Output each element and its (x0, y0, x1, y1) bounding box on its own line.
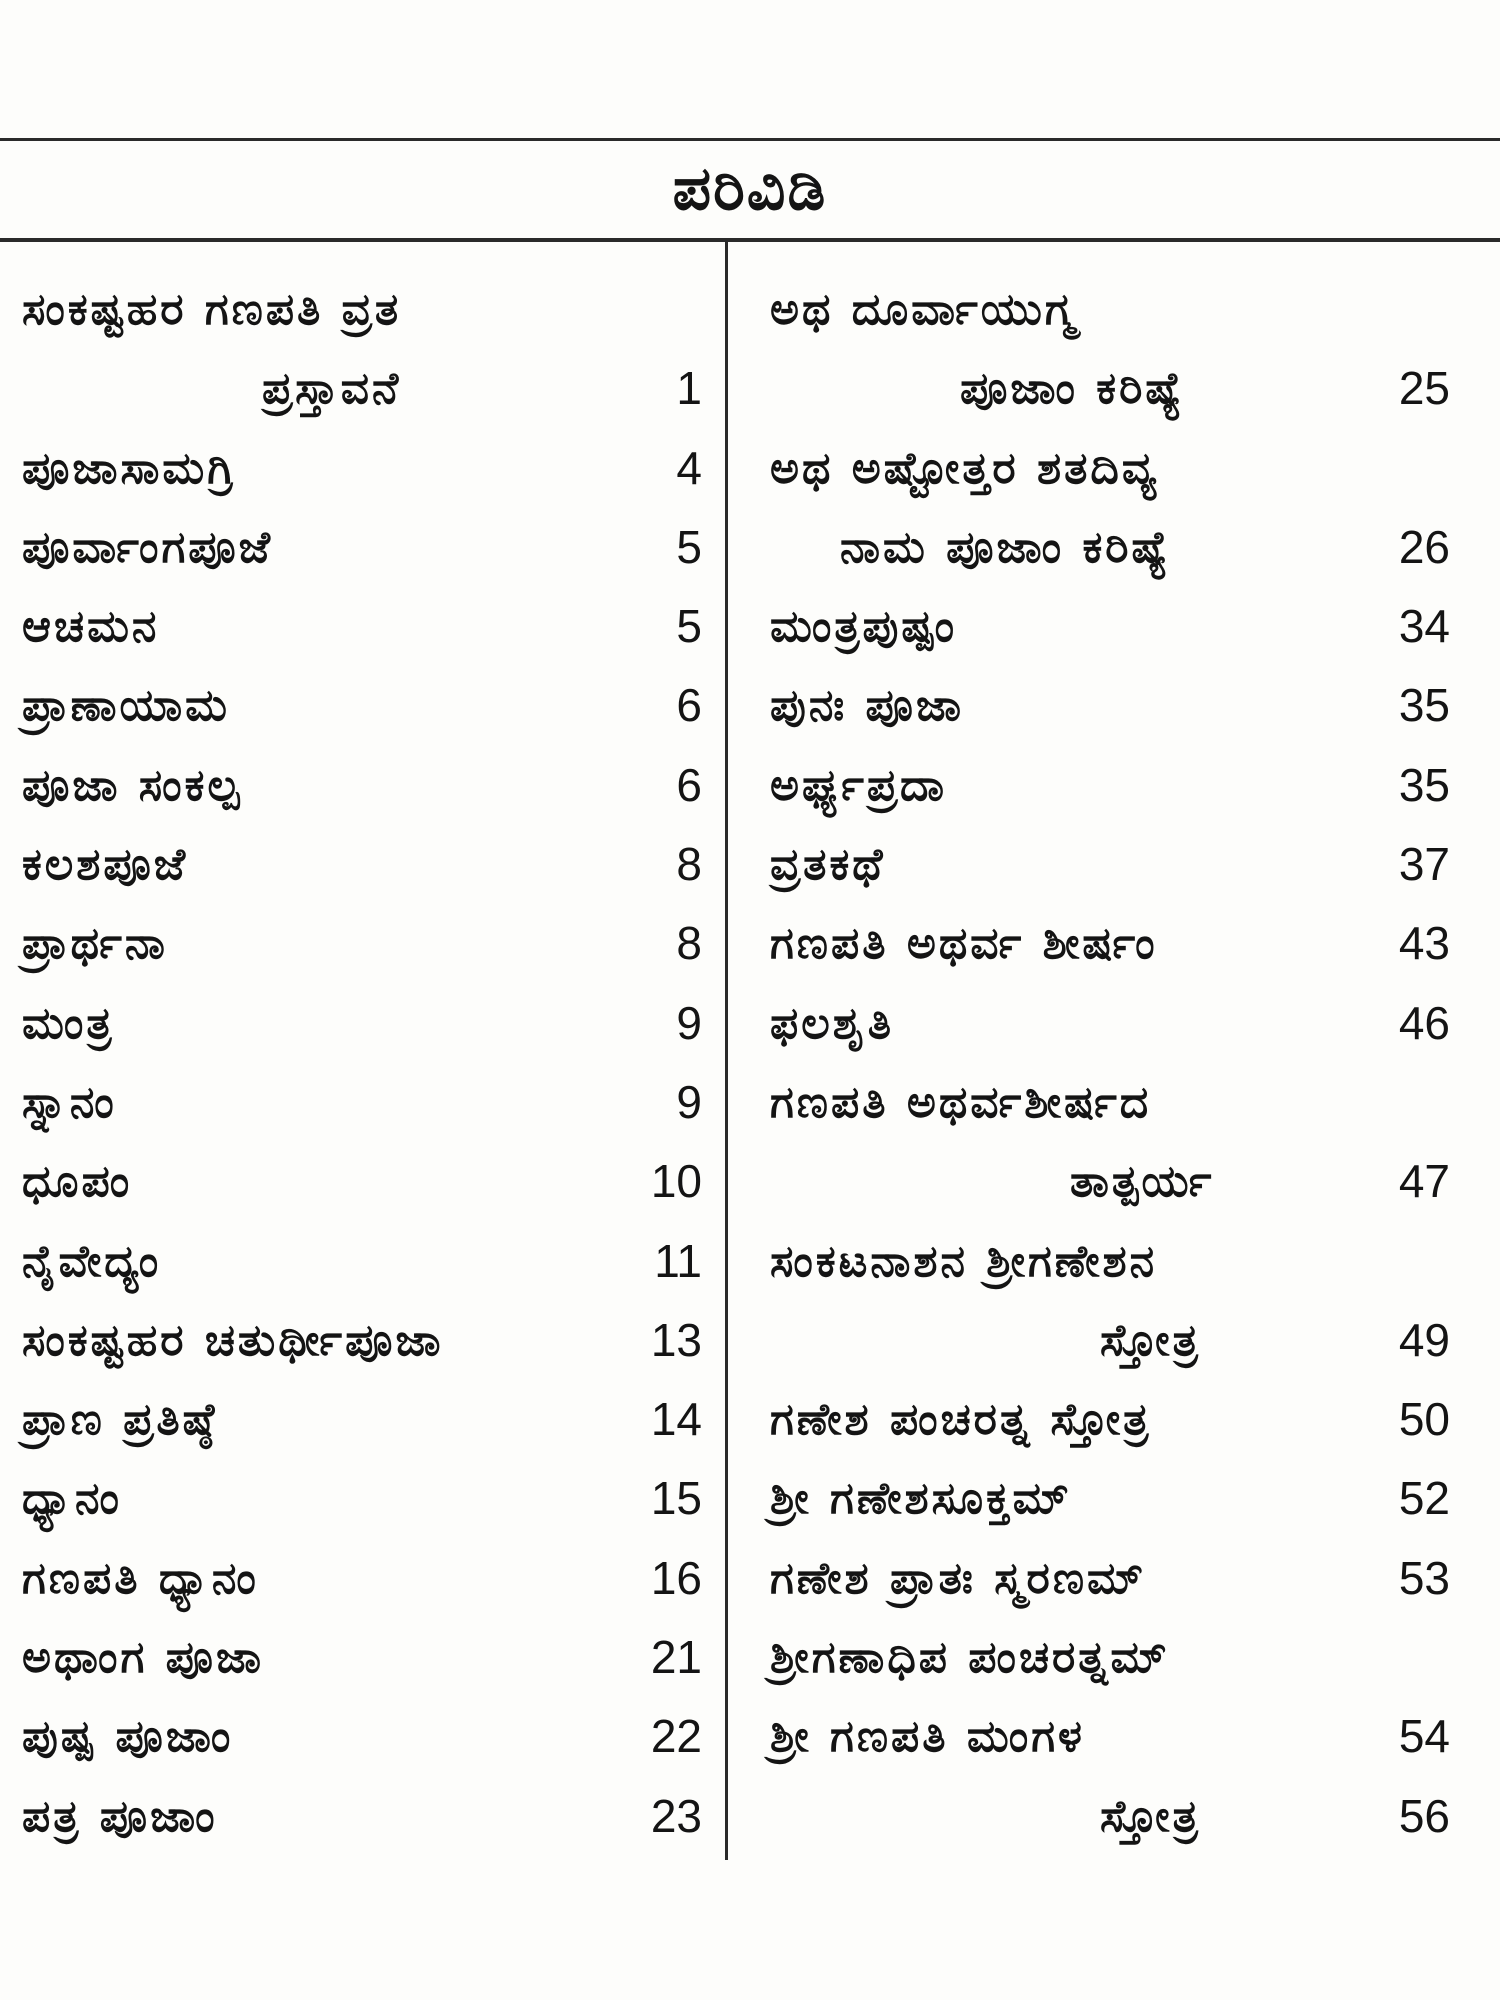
toc-entry-title: ಆಚಮನ (22, 601, 160, 653)
toc-entry (22, 1380, 702, 1459)
toc-entry-page: 14 (650, 1393, 702, 1446)
toc-entry-page: 56 (1398, 1789, 1450, 1842)
toc-entry (22, 429, 702, 508)
toc-entry (770, 984, 1450, 1063)
toc-entry-title: ಶ್ರೀ ಗಣೇಶಸೂಕ್ತಮ್ (770, 1473, 1072, 1525)
toc-entry (22, 1777, 702, 1856)
toc-entry-page: 9 (676, 996, 702, 1049)
toc-entry (770, 349, 1450, 428)
toc-entry-page: 34 (1398, 600, 1450, 653)
toc-entry (770, 904, 1450, 983)
toc-entry-title: ಪುನಃ ಪೂಜಾ (770, 680, 965, 732)
toc-entry-title: ಗಣಪತಿ ಅಥರ್ವಶೀರ್ಷದ (770, 1076, 1152, 1128)
toc-entry-title: ಗಣೇಶ ಪ್ರಾತಃ ಸ್ಮರಣಮ್ (770, 1552, 1147, 1604)
toc-entry-page: 26 (1398, 520, 1450, 573)
toc-entry-page: 37 (1398, 838, 1450, 891)
toc-entry-title: ಪುಷ್ಪ ಪೂಜಾಂ (22, 1711, 234, 1763)
toc-entry (22, 746, 702, 825)
toc-entry-page: 23 (650, 1789, 702, 1842)
toc-entry-page: 5 (676, 520, 702, 573)
toc-entry-title: ಶ್ರೀಗಣಾಧಿಪ ಪಂಚರತ್ನಮ್ (770, 1632, 1170, 1684)
toc-entry-page: 49 (1398, 1313, 1450, 1366)
page-title: ಪರಿವಿಡಿ (672, 154, 828, 224)
toc-entry (22, 904, 702, 983)
toc-entry (22, 984, 702, 1063)
toc-entry (22, 587, 702, 666)
toc-entry (22, 666, 702, 745)
toc-entry (770, 1539, 1450, 1618)
toc-entry (770, 270, 1450, 349)
toc-entry (22, 1539, 702, 1618)
toc-entry (22, 1459, 702, 1538)
toc-entry-page: 43 (1398, 917, 1450, 970)
toc-entry-page: 10 (650, 1155, 702, 1208)
toc-entry-title: ಮಂತ್ರಪುಷ್ಪಂ (770, 601, 958, 653)
toc-entry (770, 587, 1450, 666)
toc-entry (22, 1222, 702, 1301)
toc-entry-page: 47 (1398, 1155, 1450, 1208)
toc-entry-title: ಅಥ ದೂರ್ವಾಯುಗ್ಮ (770, 284, 1078, 335)
toc-entry (22, 1301, 702, 1380)
toc-entry-title: ಅಥ ಅಷ್ಟೋತ್ತರ ಶತದಿವ್ಯ (770, 442, 1160, 494)
toc-entry-page: 50 (1398, 1393, 1450, 1446)
toc-entry (770, 825, 1450, 904)
toc-entry-title: ಸ್ನಾನಂ (22, 1076, 117, 1128)
toc-entry (22, 270, 702, 349)
toc-entry-title: ನಾಮ ಪೂಜಾಂ ಕರಿಷ್ಯೆ (840, 521, 1173, 573)
toc-entry-page: 46 (1398, 996, 1450, 1049)
toc-entry-title: ಅರ್ಘ್ಯಪ್ರದಾ (770, 759, 947, 811)
toc-entry-title: ಪ್ರಸ್ತಾವನೆ (262, 363, 402, 415)
toc-entry-title: ಪ್ರಾಣ ಪ್ರತಿಷ್ಠೆ (22, 1394, 218, 1446)
toc-entry (770, 508, 1450, 587)
toc-entry-title: ಪೂಜಾ ಸಂಕಲ್ಪ (22, 759, 243, 811)
toc-entry (770, 1222, 1450, 1301)
toc-entry-page: 35 (1398, 758, 1450, 811)
toc-entry (22, 825, 702, 904)
toc-entry-page: 13 (650, 1313, 702, 1366)
toc-entry-title: ಕಲಶಪೂಜೆ (22, 839, 189, 891)
toc-entry-title: ಸಂಕಷ್ಟಹರ ಚತುರ್ಥೀಪೂಜಾ (22, 1314, 444, 1366)
toc-entry (770, 1142, 1450, 1221)
toc-entry (22, 1697, 702, 1776)
toc-right-column (770, 270, 1450, 1856)
toc-left-column (22, 270, 702, 1856)
column-divider (725, 240, 728, 1860)
toc-entry-title: ಸ್ತೋತ್ರ (1100, 1314, 1201, 1366)
toc-entry (22, 1618, 702, 1697)
top-rule (0, 138, 1500, 141)
toc-entry-page: 16 (650, 1551, 702, 1604)
toc-entry-page: 35 (1398, 679, 1450, 732)
toc-entry-title: ಫಲಶೃತಿ (770, 997, 895, 1049)
toc-entry-page: 8 (676, 917, 702, 970)
toc-entry-title: ವ್ರತಕಥೆ (770, 839, 886, 891)
toc-entry-page: 1 (676, 362, 702, 415)
toc-entry-title: ಪೂಜಾಸಾಮಗ್ರಿ (22, 442, 237, 494)
header-rule (0, 238, 1500, 242)
toc-entry (22, 349, 702, 428)
toc-entry-title: ಸಂಕಟನಾಶನ ಶ್ರೀಗಣೇಶನ (770, 1235, 1158, 1287)
toc-entry-title: ಸಂಕಷ್ಟಹರ ಗಣಪತಿ ವ್ರತ (22, 284, 402, 335)
toc-entry-page: 9 (676, 1075, 702, 1128)
toc-entry (770, 1618, 1450, 1697)
toc-entry-page: 25 (1398, 362, 1450, 415)
toc-entry (770, 1301, 1450, 1380)
toc-entry-title: ಪ್ರಾರ್ಥನಾ (22, 918, 168, 970)
toc-entry-page: 6 (676, 679, 702, 732)
toc-entry-title: ಧೂಪಂ (22, 1156, 133, 1208)
toc-entry-title: ಸ್ತೋತ್ರ (1100, 1790, 1201, 1842)
toc-entry (770, 1063, 1450, 1142)
toc-entry (22, 508, 702, 587)
toc-entry-page: 8 (676, 838, 702, 891)
toc-entry-page: 53 (1398, 1551, 1450, 1604)
toc-entry-page: 21 (650, 1631, 702, 1684)
toc-entry-title: ಪೂಜಾಂ ಕರಿಷ್ಯೆ (960, 363, 1187, 415)
toc-entry-title: ಪ್ರಾಣಾಯಾಮ (22, 680, 230, 732)
toc-entry (22, 1063, 702, 1142)
toc-entry-page: 54 (1398, 1710, 1450, 1763)
toc-entry (22, 1142, 702, 1221)
toc-entry (770, 1777, 1450, 1856)
toc-entry-title: ನೈವೇದ್ಯಂ (22, 1235, 162, 1287)
toc-entry-page: 15 (650, 1472, 702, 1525)
toc-entry-page: 5 (676, 600, 702, 653)
toc-entry-title: ಅಥಾಂಗ ಪೂಜಾ (22, 1632, 265, 1684)
toc-entry (770, 429, 1450, 508)
toc-entry-title: ತಾತ್ಪರ್ಯ (1070, 1156, 1215, 1208)
toc-entry-page: 4 (676, 441, 702, 494)
toc-entry-page: 11 (654, 1234, 702, 1287)
toc-entry (770, 1697, 1450, 1776)
toc-entry-title: ಗಣಪತಿ ಅಥರ್ವ ಶೀರ್ಷಂ (770, 918, 1158, 970)
toc-entry (770, 1459, 1450, 1538)
toc-entry (770, 1380, 1450, 1459)
toc-entry-title: ಪೂರ್ವಾಂಗಪೂಜೆ (22, 521, 273, 573)
toc-entry (770, 746, 1450, 825)
toc-entry-page: 22 (650, 1710, 702, 1763)
toc-entry-title: ಮಂತ್ರ (22, 997, 115, 1049)
toc-entry-page: 52 (1398, 1472, 1450, 1525)
toc-entry-title: ಧ್ಯಾನಂ (22, 1473, 122, 1525)
toc-entry-title: ಗಣಪತಿ ಧ್ಯಾನಂ (22, 1552, 259, 1604)
toc-entry-title: ಗಣೇಶ ಪಂಚರತ್ನ ಸ್ತೋತ್ರ (770, 1394, 1152, 1446)
toc-entry-title: ಶ್ರೀ ಗಣಪತಿ ಮಂಗಳ (770, 1711, 1085, 1763)
toc-entry (770, 666, 1450, 745)
toc-entry-title: ಪತ್ರ ಪೂಜಾಂ (22, 1790, 218, 1842)
toc-entry-page: 6 (676, 758, 702, 811)
